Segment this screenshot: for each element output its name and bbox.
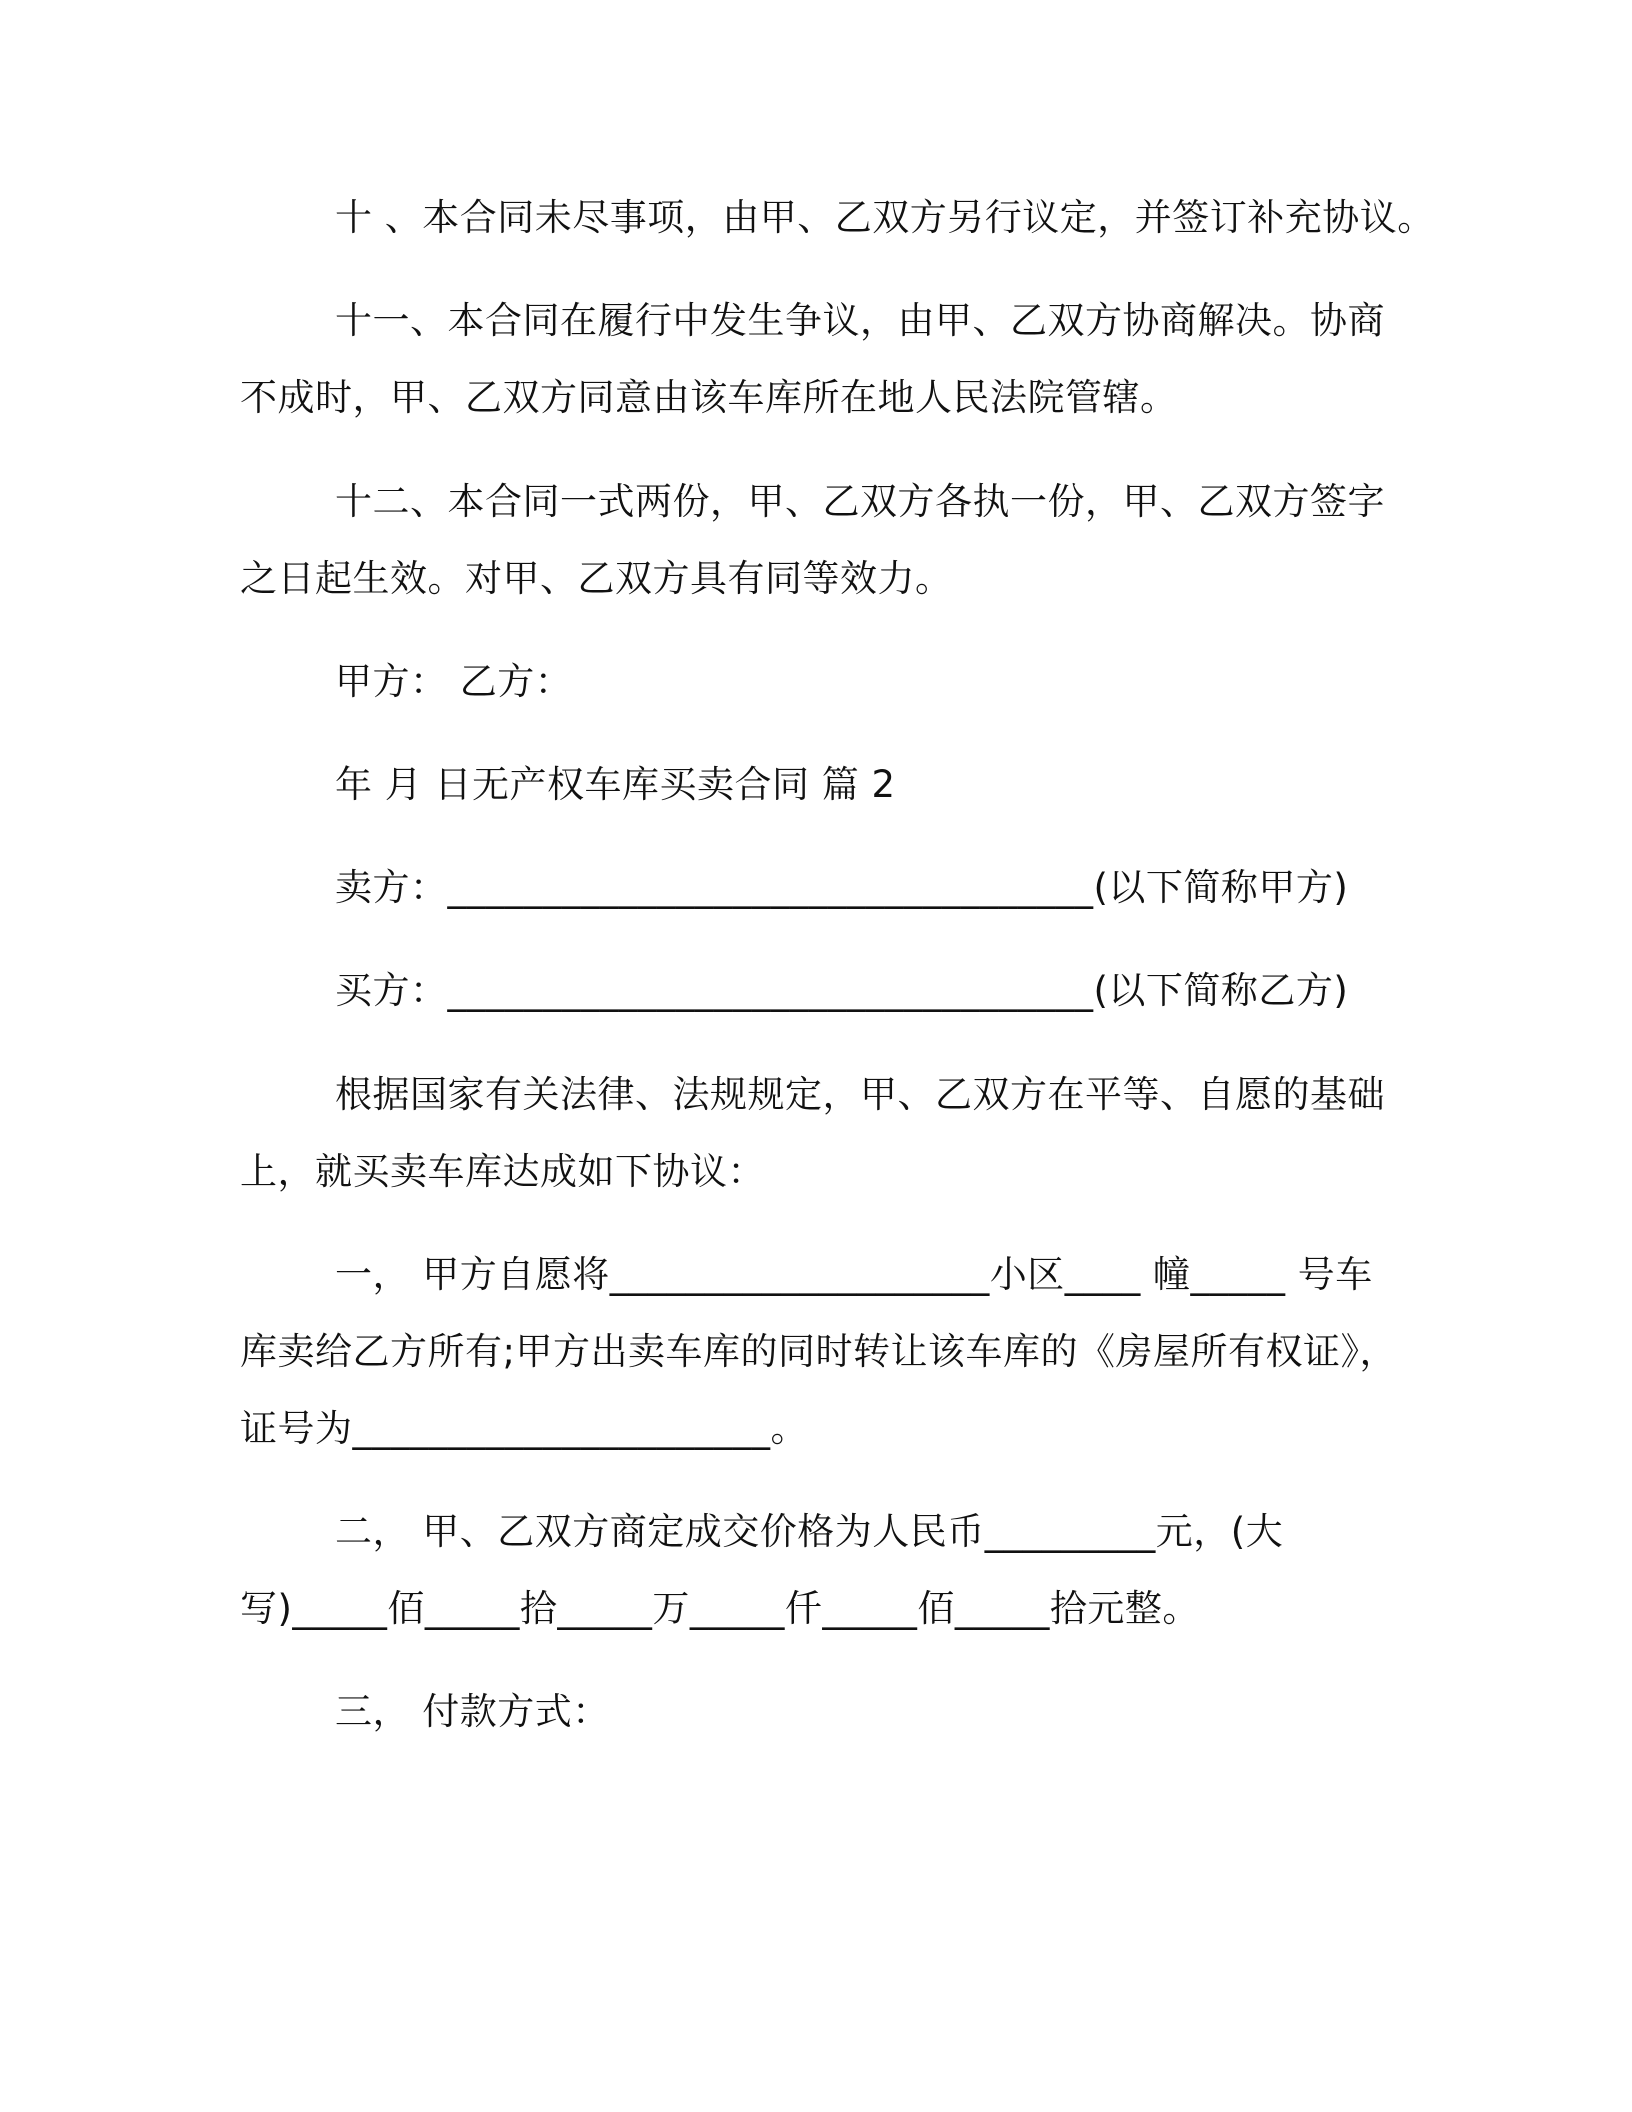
clause-12-line-1: 十二、本合同一式两份，甲、乙双方各执一份，甲、乙双方签字	[335, 480, 1385, 523]
clause-12-line-2: 之日起生效。对甲、乙双方具有同等效力。	[240, 557, 953, 600]
article-3-line-1: 三， 付款方式：	[335, 1690, 610, 1733]
seller-line: 卖方：__________________________________(以下简称甲方)	[335, 866, 1349, 909]
clause-11-line-2: 不成时，甲、乙双方同意由该车库所在地人民法院管辖。	[240, 376, 1178, 419]
preamble-line-2: 上，就买卖车库达成如下协议：	[240, 1150, 765, 1193]
buyer-line: 买方：__________________________________(以下简称乙方)	[335, 969, 1349, 1012]
signature-parties: 甲方： 乙方：	[335, 660, 573, 703]
article-1-line-3: 证号为______________________。	[240, 1407, 808, 1450]
article-2-line-2: 写)_____佰_____拾_____万_____仟_____佰_____拾元整。	[240, 1587, 1200, 1630]
preamble-line-1: 根据国家有关法律、法规规定，甲、乙双方在平等、自愿的基础	[335, 1073, 1385, 1116]
article-2-line-1: 二， 甲、乙双方商定成交价格为人民币_________元，(大	[335, 1510, 1284, 1553]
article-1-line-2: 库卖给乙方所有;甲方出卖车库的同时转让该车库的《房屋所有权证》，	[240, 1330, 1397, 1373]
clause-11-line-1: 十一、本合同在履行中发生争议，由甲、乙双方协商解决。协商	[335, 299, 1385, 342]
clause-10-line-1: 十 、本合同未尽事项，由甲、乙双方另行议定，并签订补充协议。	[335, 196, 1435, 239]
date-and-heading: 年 月 日无产权车库买卖合同 篇 2	[335, 763, 896, 806]
article-1-line-1: 一， 甲方自愿将____________________小区____ 幢_____ 号车	[335, 1253, 1373, 1296]
